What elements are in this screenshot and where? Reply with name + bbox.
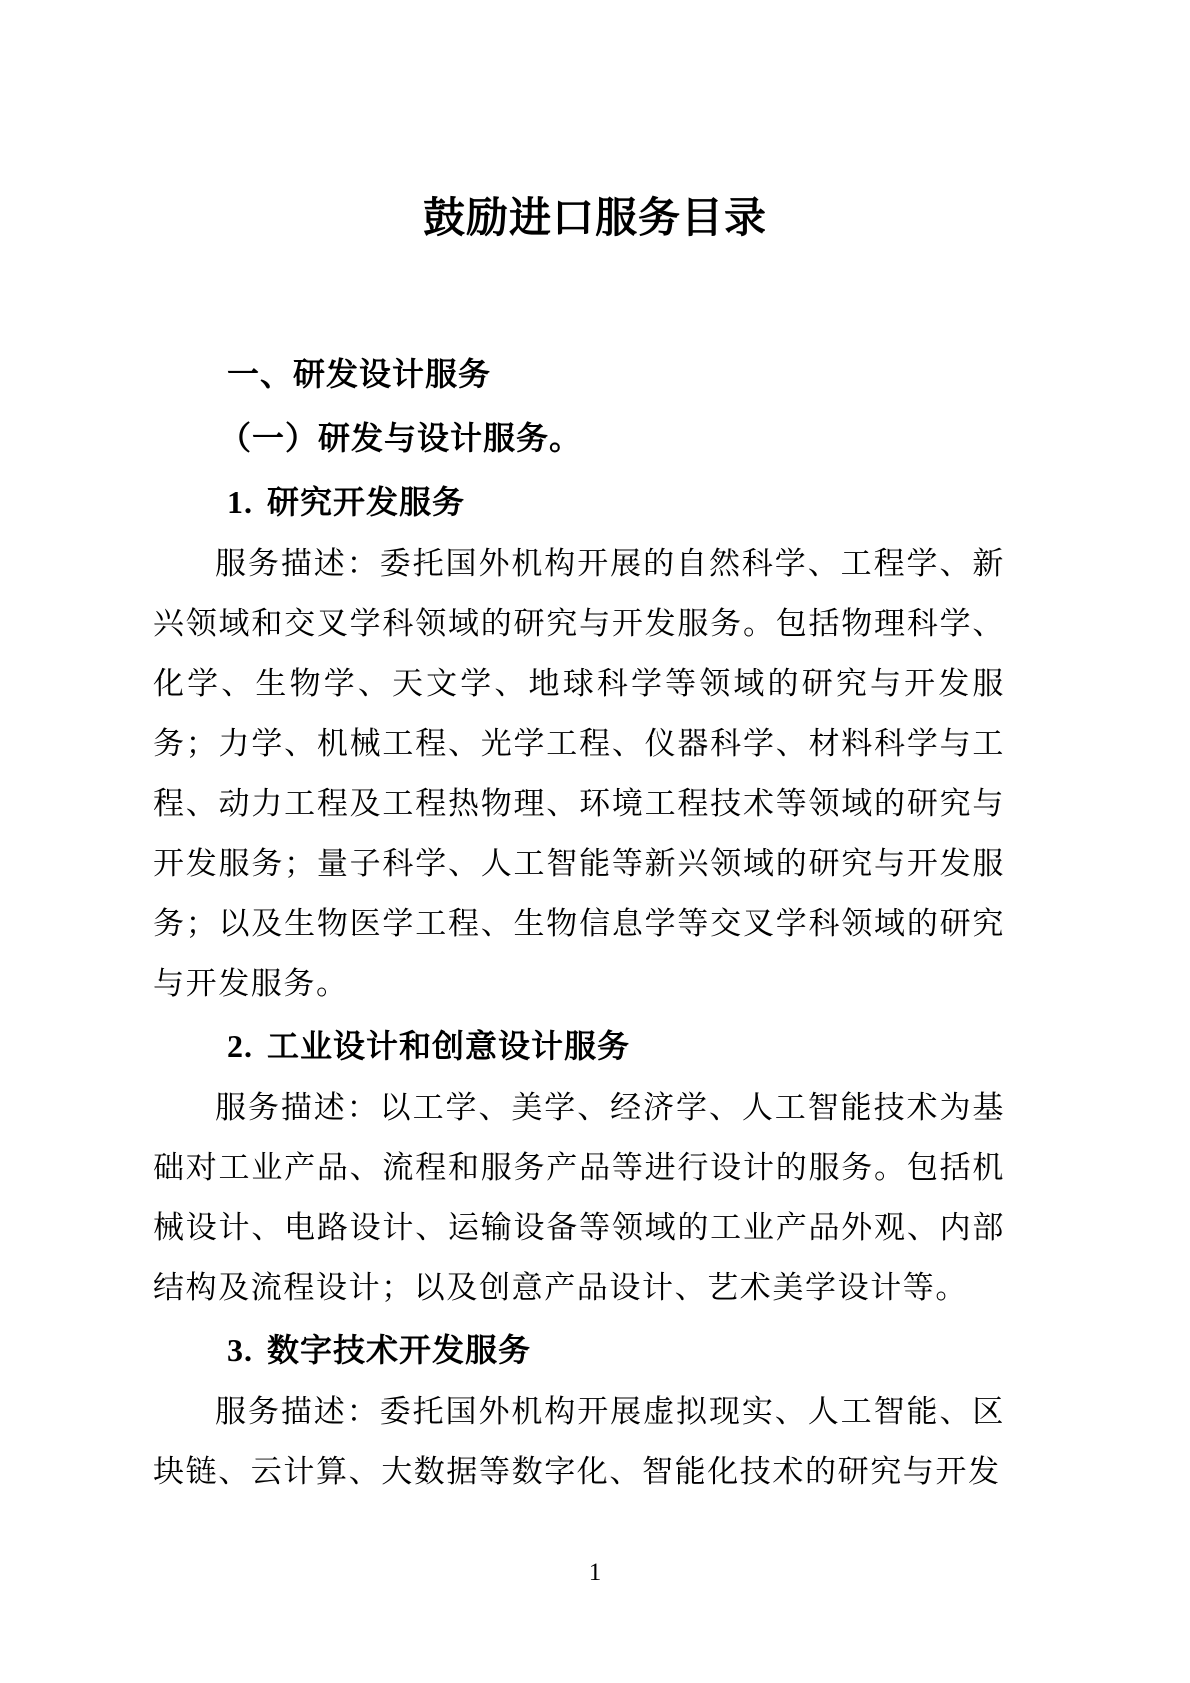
item-3-number: 3. [227, 1332, 253, 1368]
service-item-1 [153, 470, 1005, 1014]
document-body [153, 342, 1005, 1502]
item-1-heading [153, 470, 1005, 534]
item-1-description: 服务描述：委托国外机构开展的自然科学、工程学、新兴领域和交叉学科领域的研究与开发服务。包括物理科学、化学、生物学、天文学、地球科学等领域的研究与开发服务；力学、机械工程、光学工程、仪器科学、材料科学与工程、动力工程及工程热物理、环境工程技术等领域的研究与开发服务；量子科学、人工智能等新兴领域的研究与开发服务；以及生物医学工程、生物信息学等交叉学科领域的研究与开发服务。 [153, 546, 1005, 1001]
item-2-heading [153, 1014, 1005, 1078]
item-3-description: 服务描述：委托国外机构开展虚拟现实、人工智能、区块链、云计算、大数据等数字化、智能化技术的研究与开发 [153, 1394, 1005, 1489]
item-3-heading [153, 1318, 1005, 1382]
section-heading: 一、研发设计服务 [227, 356, 492, 392]
document-title: 鼓励进口服务目录 [422, 196, 767, 242]
item-3-title: 数字技术开发服务 [267, 1332, 532, 1368]
service-item-3 [153, 1318, 1005, 1502]
item-2-title: 工业设计和创意设计服务 [267, 1028, 631, 1064]
page-number: 1 [588, 1559, 602, 1586]
section-subheading: （一）研发与设计服务。 [219, 420, 583, 456]
item-2-description: 服务描述：以工学、美学、经济学、人工智能技术为基础对工业产品、流程和服务产品等进行设计的服务。包括机械设计、电路设计、运输设备等领域的工业产品外观、内部结构及流程设计；以及创意产品设计、艺术美学设计等。 [153, 1090, 1005, 1305]
item-1-title: 研究开发服务 [267, 484, 466, 520]
service-item-2 [153, 1014, 1005, 1318]
item-2-number: 2. [227, 1028, 253, 1064]
item-1-number: 1. [227, 484, 253, 520]
